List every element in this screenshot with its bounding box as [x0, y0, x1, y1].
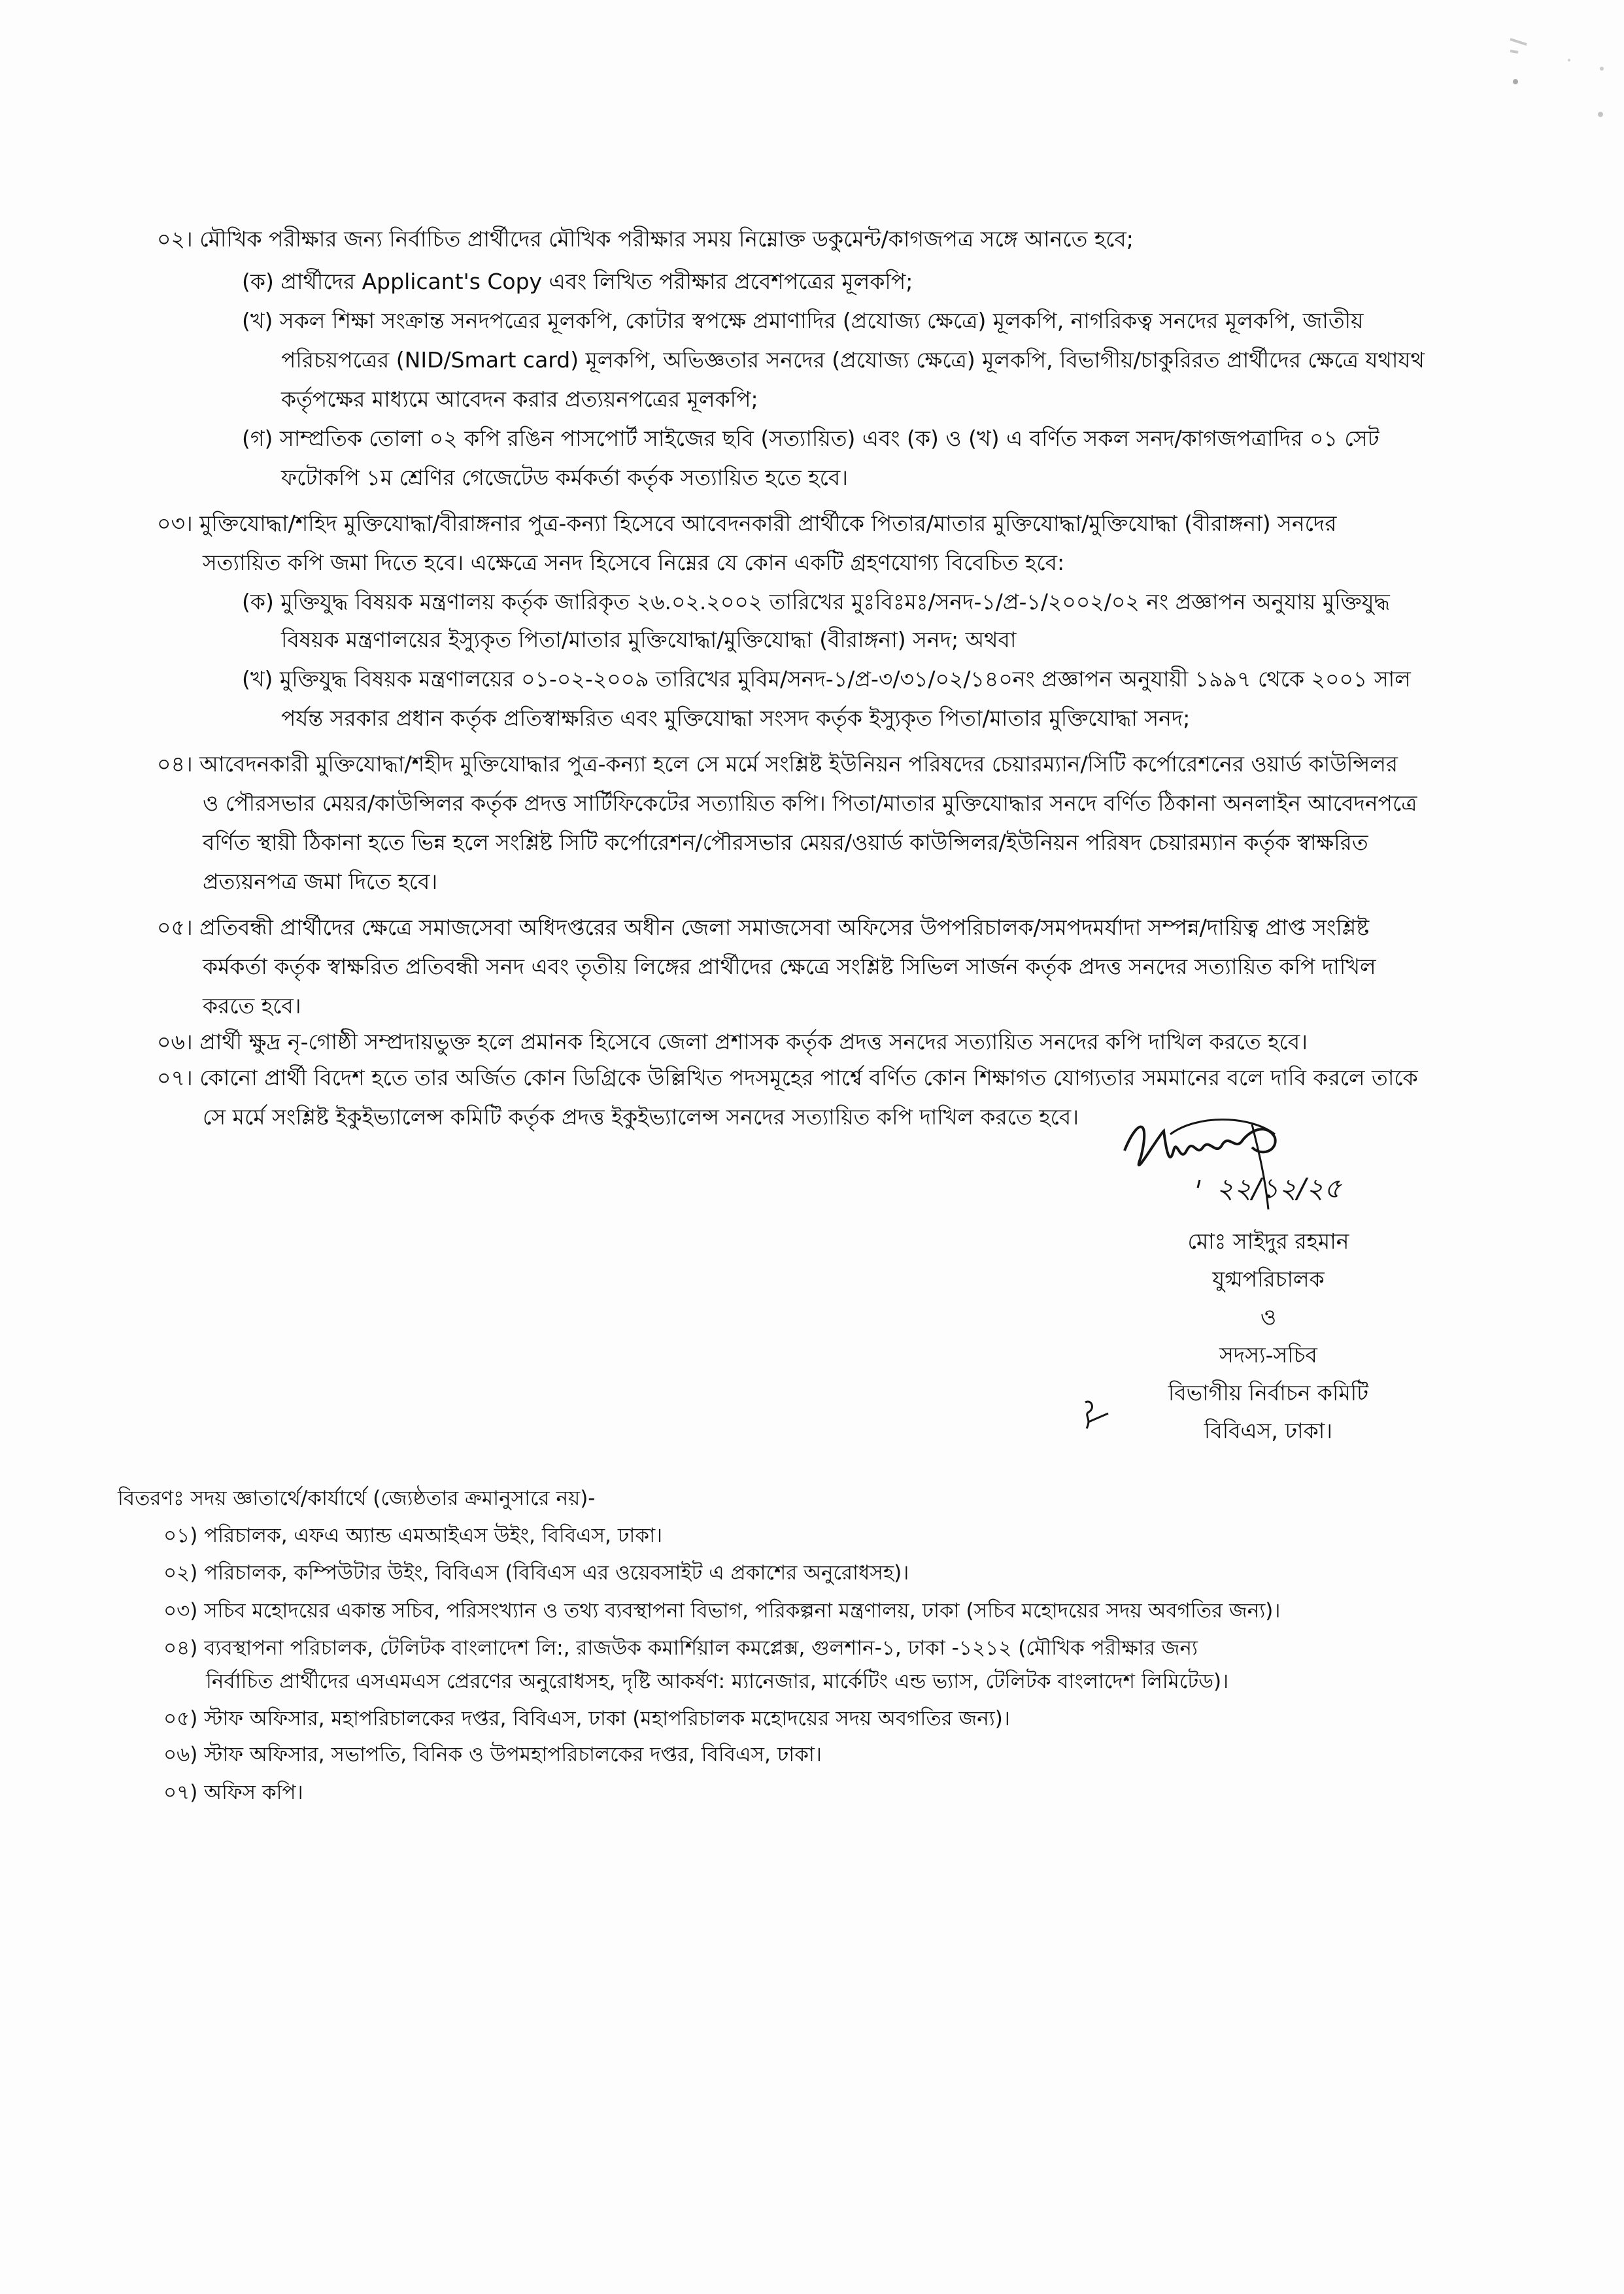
signatory-office: বিবিএস, ঢাকা।: [1204, 1418, 1333, 1443]
item-continuation: পরিচয়পত্রের (NID/Smart card) মূলকপি, অভিজ্ঞতার সনদের (প্রযোজ্য ক্ষেত্রে) মূলকপি, বিভাগীয়/চাকুরিরত প্রার্থীদের ক্ষেত্রে যথাযথ: [281, 347, 1425, 373]
item-continuation: ফটোকপি ১ম শ্রেণির গেজেটেড কর্মকর্তা কর্তৃক সত্যায়িত হতে হবে।: [281, 465, 848, 490]
section-continuation: সত্যায়িত কপি জমা দিতে হবে। এক্ষেত্রে সনদ হিসেবে নিম্নের যে কোন একটি গ্রহণযোগ্য বিবেচিত হবে:: [203, 550, 1065, 575]
section-text: কোনো প্রার্থী বিদেশ হতে তার অর্জিত কোন ডিগ্রিকে উল্লিখিত পদসমূহের পার্শ্বে বর্ণিত কোন শিক্ষাগত যোগ্যতার সমমানের বলে দাবি করলে তাকে: [199, 1065, 1418, 1090]
initial-mark-icon: [1079, 1399, 1118, 1432]
section-text: মুক্তিযোদ্ধা/শহিদ মুক্তিযোদ্ধা/বীরাঙ্গনার পুত্র-কন্যা হিসেবে আবেদনকারী প্রার্থীকে পিতার/মাতার মুক্তিযোদ্ধা/মুক্তিযোদ্ধা (বীরাঙ্গনা) সনদের: [199, 511, 1337, 536]
section-02-item-ga: [242, 425, 1379, 452]
section-06: [157, 1028, 1308, 1055]
signatory-name: মোঃ সাইদুর রহমান: [1187, 1228, 1349, 1254]
section-02-item-ka: [242, 268, 913, 295]
item-text: স্টাফ অফিসার, সভাপতি, বিনিক ও উপমহাপরিচালকের দপ্তর, বিবিএস, ঢাকা।: [204, 1743, 822, 1766]
section-03: [157, 510, 1336, 537]
signature-date: ২২/১২/২৫: [1216, 1172, 1342, 1204]
section-text: প্রতিবন্ধী প্রার্থীদের ক্ষেত্রে সমাজসেবা অধিদপ্তরের অধীন জেলা সমাজসেবা অফিসের উপপরিচালক/সমপদমর্যাদা সম্পন্ন/দায়িত্ব প্রাপ্ত সংশ্লিষ্ট: [199, 915, 1370, 940]
item-number: ০৩): [163, 1599, 198, 1623]
section-continuation: বর্ণিত স্থায়ী ঠিকানা হতে ভিন্ন হলে সংশ্লিষ্ট সিটি কর্পোরেশন/পৌরসভার মেয়র/ওয়ার্ড কাউন্সিলর/ইউনিয়ন পরিষদ চেয়ারম্যান কর্তৃক স্বাক্ষরিত: [203, 830, 1368, 855]
item-number: ০৭): [163, 1781, 198, 1804]
item-continuation: পর্যন্ত সরকার প্রধান কর্তৃক প্রতিস্বাক্ষরিত এবং মুক্তিযোদ্ধা সংসদ কর্তৃক ইস্যুকৃত পিতা/মাতার মুক্তিযোদ্ধা সনদ;: [281, 705, 1191, 731]
item-continuation: কর্তৃপক্ষের মাধ্যমে আবেদন করার প্রত্যয়নপত্রের মূলকপি;: [281, 386, 758, 412]
section-number: ০৫।: [157, 915, 193, 940]
section-continuation: সে মর্মে সংশ্লিষ্ট ইকুইভ্যালেন্স কমিটি কর্তৃক প্রদত্ত ইকুইভ্যালেন্স সনদের সত্যায়িত কপি দাখিল করতে হবে।: [203, 1104, 1079, 1130]
section-continuation: প্রত্যয়নপত্র জমা দিতে হবে।: [203, 869, 438, 894]
item-text: সচিব মহোদয়ের একান্ত সচিব, পরিসংখ্যান ও তথ্য ব্যবস্থাপনা বিভাগ, পরিকল্পনা মন্ত্রণালয়, ঢাকা (সচিব মহোদয়ের সদয় অবগতির জন্য)।: [204, 1599, 1281, 1623]
item-number: ০১): [163, 1524, 198, 1547]
item-text: অফিস কপি।: [204, 1781, 303, 1804]
section-04: [157, 751, 1398, 777]
item-text: সাম্প্রতিক তোলা ০২ কপি রঙিন পাসপোর্ট সাইজের ছবি (সত্যায়িত) এবং (ক) ও (খ) এ বর্ণিত সকল সনদ/কাগজপত্রাদির ০১ সেট: [279, 426, 1379, 451]
item-label: (ক): [242, 589, 274, 615]
section-continuation: ও পৌরসভার মেয়র/কাউন্সিলর কর্তৃক প্রদত্ত সার্টিফিকেটের সত্যায়িত কপি। পিতা/মাতার মুক্তিযোদ্ধার সনদে বর্ণিত ঠিকানা অনলাইন আবেদনপত্রে: [203, 790, 1417, 816]
section-05: [157, 914, 1369, 941]
item-number: ০৪): [163, 1636, 198, 1660]
section-continuation: করতে হবে।: [203, 993, 301, 1019]
distribution-item: [163, 1595, 1280, 1629]
item-number: ০৬): [163, 1743, 198, 1766]
distribution-item: [163, 1557, 909, 1591]
item-text: মুক্তিযুদ্ধ বিষয়ক মন্ত্রণালয়ের ০১-০২-২০০৯ তারিখের মুবিম/সনদ-১/প্র-৩/৩১/০২/১৪০নং প্রজ্ঞাপন অনুযায়ী ১৯৯৭ থেকে ২০০১ সাল: [279, 666, 1411, 692]
signatory-role: সদস্য-সচিব: [1219, 1342, 1317, 1368]
section-02: [157, 226, 1134, 252]
section-text: প্রার্থী ক্ষুদ্র নৃ-গোষ্ঠী সম্প্রদায়ভুক্ত হলে প্রমানক হিসেবে জেলা প্রশাসক কর্তৃক প্রদত্ত সনদের সত্যায়িত সনদের কপি দাখিল করতে হবে।: [199, 1029, 1308, 1054]
item-number: ০২): [163, 1561, 198, 1585]
item-text: প্রার্থীদের Applicant's Copy এবং লিখিত পরীক্ষার প্রবেশপত্রের মূলকপি;: [280, 269, 913, 294]
section-03-item-ka: [242, 588, 1390, 615]
signatory-block: [1085, 1223, 1451, 1450]
section-text: মৌখিক পরীক্ষার জন্য নির্বাচিত প্রার্থীদের মৌখিক পরীক্ষার সময় নিম্নোক্ত ডকুমেন্ট/কাগজপত্র সঙ্গে আনতে হবে;: [199, 226, 1134, 252]
section-number: ০৩।: [157, 511, 193, 536]
signatory-designation: যুগ্মপরিচালক: [1212, 1266, 1325, 1292]
section-number: ০৬।: [157, 1029, 193, 1054]
item-text: ব্যবস্থাপনা পরিচালক, টেলিটক বাংলাদেশ লি:, রাজউক কমার্শিয়াল কমপ্লেক্স, গুলশান-১, ঢাকা -১২১২ (মৌখিক পরীক্ষার জন্য: [204, 1636, 1198, 1660]
section-text: আবেদনকারী মুক্তিযোদ্ধা/শহীদ মুক্তিযোদ্ধার পুত্র-কন্যা হলে সে মর্মে সংশ্লিষ্ট ইউনিয়ন পরিষদের চেয়ারম্যান/সিটি কর্পোরেশনের ওয়ার্ড কাউন্সিলর: [199, 751, 1398, 777]
item-text: পরিচালক, এফএ অ্যান্ড এমআইএস উইং, বিবিএস, ঢাকা।: [204, 1524, 663, 1547]
section-07: [157, 1064, 1418, 1091]
distribution-item: [163, 1777, 303, 1811]
item-text: সকল শিক্ষা সংক্রান্ত সনদপত্রের মূলকপি, কোটার স্বপক্ষে প্রমাণাদির (প্রযোজ্য ক্ষেত্রে) মূলকপি, নাগরিকত্ব সনদের মূলকপি, জাতীয়: [279, 308, 1364, 333]
signatory-committee: বিভাগীয় নির্বাচন কমিটি: [1168, 1380, 1369, 1406]
item-label: (খ): [242, 666, 273, 692]
distribution-heading: বিতরণঃ সদয় জ্ঞাতার্থে/কার্যার্থে (জ্যেষ্ঠতার ক্রমানুসারে নয়)-: [118, 1487, 596, 1510]
item-label: (খ): [242, 308, 273, 333]
section-continuation: কর্মকর্তা কর্তৃক স্বাক্ষরিত প্রতিবন্ধী সনদ এবং তৃতীয় লিঙ্গের প্রার্থীদের ক্ষেত্রে সংশ্লিষ্ট সিভিল সার্জন কর্তৃক প্রদত্ত সনদের সত্যায়িত কপি দাখিল: [203, 954, 1376, 979]
signature-icon: [1111, 1111, 1478, 1216]
item-text: স্টাফ অফিসার, মহাপরিচালকের দপ্তর, বিবিএস, ঢাকা (মহাপরিচালক মহোদয়ের সদয় অবগতির জন্য)।: [204, 1707, 1010, 1730]
item-label: (ক): [242, 269, 274, 294]
distribution-item-continuation: নির্বাচিত প্রার্থীদের এসএমএস প্রেরণের অনুরোধসহ, দৃষ্টি আকর্ষণ: ম্যানেজার, মার্কেটিং এন্ড ভ্যাস, টেলিটক বাংলাদেশ লিমিটেড)।: [206, 1670, 1229, 1693]
item-label: (গ): [242, 426, 273, 451]
section-02-item-kha: [242, 307, 1364, 334]
distribution-item: [163, 1703, 1010, 1737]
scan-artifact-icon: [1464, 26, 1621, 131]
distribution-item: [163, 1739, 822, 1773]
distribution-item: [163, 1632, 1198, 1666]
signatory-conjunction: ও: [1260, 1304, 1277, 1330]
item-text: পরিচালক, কম্পিউটার উইং, বিবিএস (বিবিএস এর ওয়েবসাইট এ প্রকাশের অনুরোধসহ)।: [204, 1561, 909, 1585]
section-number: ০৭।: [157, 1065, 193, 1090]
item-number: ০৫): [163, 1707, 198, 1730]
section-number: ০২।: [157, 226, 193, 252]
section-number: ০৪।: [157, 751, 193, 777]
section-03-item-kha: [242, 666, 1411, 692]
item-text: মুক্তিযুদ্ধ বিষয়ক মন্ত্রণালয় কর্তৃক জারিকৃত ২৬.০২.২০০২ তারিখের মুঃবিঃমঃ/সনদ-১/প্র-১/২০০২/০২ নং প্রজ্ঞাপন অনুযায় মুক্তিযুদ্ধ: [280, 589, 1390, 615]
distribution-item: [163, 1520, 662, 1554]
item-continuation: বিষয়ক মন্ত্রণালয়ের ইস্যুকৃত পিতা/মাতার মুক্তিযোদ্ধা/মুক্তিযোদ্ধা (বীরাঙ্গনা) সনদ; অথবা: [281, 627, 1017, 652]
